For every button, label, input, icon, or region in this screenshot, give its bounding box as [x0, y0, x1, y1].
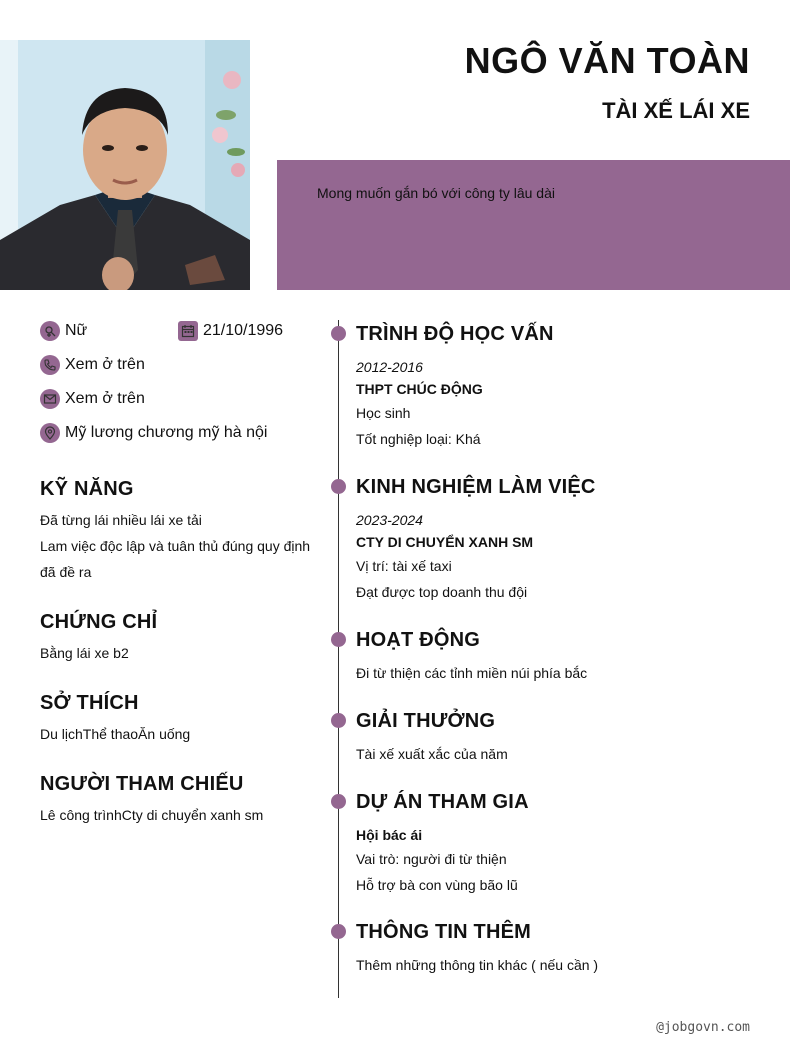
additional-title: THÔNG TIN THÊM — [356, 921, 532, 943]
projects-title: DỰ ÁN THAM GIA — [356, 791, 529, 813]
timeline-dot — [331, 326, 346, 341]
skills-section — [40, 478, 320, 585]
activities-section — [330, 626, 760, 686]
awards-line: Tài xế xuất xắc của năm — [356, 746, 508, 762]
projects-line: Hỗ trợ bà con vùng bão lũ — [356, 877, 518, 893]
experience-date: 2023-2024 — [356, 512, 423, 528]
experience-section — [330, 473, 760, 605]
objective-box — [277, 160, 790, 290]
skills-line: Lam việc độc lập và tuân thủ đúng quy định — [40, 538, 311, 554]
projects-line: Vai trò: người đi từ thiện — [356, 851, 507, 867]
education-line: Học sinh — [356, 405, 411, 421]
contact-birthdate — [178, 321, 283, 341]
education-section — [330, 320, 760, 452]
additional-line: Thêm những thông tin khác ( nếu cần ) — [356, 957, 599, 973]
contact-email — [40, 389, 145, 409]
activities-line: Đi từ thiện các tỉnh miền núi phía bắc — [356, 665, 588, 681]
education-date: 2012-2016 — [356, 359, 423, 375]
education-school: THPT CHÚC ĐỘNG — [356, 381, 483, 397]
awards-section — [330, 707, 760, 767]
gender-value: Nữ — [65, 322, 88, 339]
address-value: Mỹ lương chương mỹ hà nội — [65, 424, 268, 441]
education-title: TRÌNH ĐỘ HỌC VẤN — [356, 323, 554, 345]
education-line: Tốt nghiệp loại: Khá — [356, 431, 481, 447]
timeline-dot — [331, 924, 346, 939]
skills-title: KỸ NĂNG — [40, 478, 134, 500]
contact-phone — [40, 355, 145, 375]
profile-photo — [0, 40, 250, 290]
projects-org: Hội bác ái — [356, 827, 423, 843]
objective-text: Mong muốn gắn bó với công ty lâu dài — [317, 185, 555, 201]
certificates-section — [40, 611, 320, 666]
experience-line: Vị trí: tài xế taxi — [356, 558, 452, 574]
contact-address — [40, 423, 267, 443]
experience-company: CTY DI CHUYỂN XANH SM — [356, 534, 534, 550]
experience-title: KINH NGHIỆM LÀM VIỆC — [356, 476, 596, 498]
certificates-title: CHỨNG CHỈ — [40, 611, 158, 633]
skills-line: Đã từng lái nhiều lái xe tải — [40, 512, 202, 528]
timeline-dot — [331, 713, 346, 728]
location-icon — [40, 423, 60, 443]
phone-value: Xem ở trên — [65, 356, 145, 373]
activities-title: HOẠT ĐỘNG — [356, 629, 481, 651]
references-title: NGƯỜI THAM CHIẾU — [40, 773, 244, 795]
gender-icon — [40, 321, 60, 341]
candidate-name: NGÔ VĂN TOÀN — [464, 40, 750, 81]
birthdate-value: 21/10/1996 — [203, 322, 284, 339]
job-title: TÀI XẾ LÁI XE — [602, 98, 750, 123]
skills-line: đã đề ra — [40, 564, 92, 580]
watermark: @jobgovn.com — [656, 1020, 750, 1035]
certificates-line: Bằng lái xe b2 — [40, 645, 129, 661]
timeline-dot — [331, 632, 346, 647]
references-section — [40, 773, 320, 828]
references-line: Lê công trìnhCty di chuyển xanh sm — [40, 807, 264, 823]
mail-icon — [40, 389, 60, 409]
experience-line: Đạt được top doanh thu đội — [356, 584, 528, 600]
hobbies-section — [40, 692, 320, 747]
timeline-dot — [331, 479, 346, 494]
awards-title: GIẢI THƯỞNG — [356, 710, 496, 732]
hobbies-line: Du lịchThể thaoĂn uống — [40, 726, 191, 742]
calendar-icon — [178, 321, 198, 341]
projects-section — [330, 788, 760, 898]
phone-icon — [40, 355, 60, 375]
email-value: Xem ở trên — [65, 390, 145, 407]
additional-section — [330, 918, 760, 978]
contact-gender — [40, 321, 87, 341]
hobbies-title: SỞ THÍCH — [40, 692, 139, 714]
timeline-dot — [331, 794, 346, 809]
